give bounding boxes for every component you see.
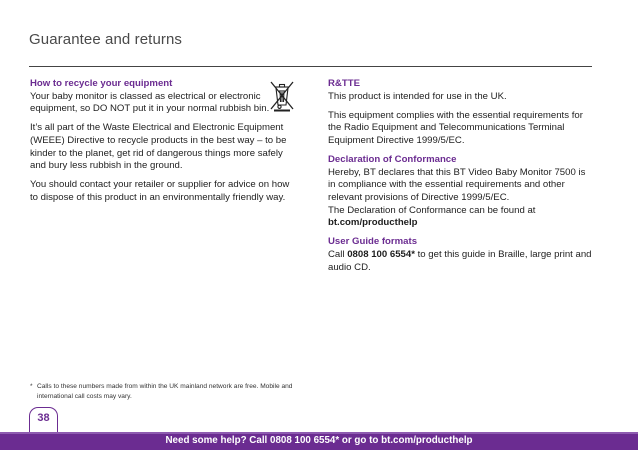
footnote <box>30 382 330 401</box>
recycle-section <box>30 78 292 116</box>
user-guide-call: Call <box>328 248 345 260</box>
declaration-text: Hereby, BT declares that this BT Video Baby Monitor 7500 is in compliance with the essential requirements and other relevant provisions of Directive 1999/5/EC. <box>328 166 586 203</box>
rtte-heading: R&TTE <box>328 78 360 89</box>
page-number: 38 <box>37 412 50 424</box>
footnote-text: Calls to these numbers made from within the UK mainland network are free. Mobile and international call costs may vary. <box>37 383 293 400</box>
rtte-text: This product is intended for use in the UK. <box>328 90 507 102</box>
rtte-compliance: This equipment complies with the essential requirements for the Radio Equipment and Telecommunications Terminal Equipment Directive 1999/5/EC. <box>328 109 583 146</box>
rtte-section <box>328 78 593 103</box>
page-number-tab <box>29 407 58 432</box>
page-title: Guarantee and returns <box>29 31 183 48</box>
user-guide-phone[interactable]: 0808 100 6554* <box>347 248 415 260</box>
user-guide-heading: User Guide formats <box>328 236 418 248</box>
user-guide-section <box>328 236 593 274</box>
recycle-text: Your baby monitor is classed as electrical or electronic equipment, so DO NOT put it in your normal rubbish bin. <box>30 90 270 115</box>
footer-bar-highlight <box>0 432 638 434</box>
recycle-heading: How to recycle your equipment <box>30 78 173 89</box>
footer-help-text: Need some help? Call 0808 100 6554* or go to bt.com/producthelp <box>165 435 473 446</box>
footnote-asterisk: * <box>30 383 33 390</box>
declaration-heading: Declaration of Conformance <box>328 154 457 166</box>
right-column <box>328 78 593 281</box>
left-column <box>30 78 292 211</box>
user-guide-rest: to get this guide in Braille, large print and audio CD. <box>328 248 592 273</box>
declaration-section <box>328 154 593 230</box>
producthelp-link[interactable]: bt.com/producthelp <box>328 217 418 229</box>
title-divider <box>29 66 592 67</box>
weee-paragraph: It’s all part of the Waste Electrical and Electronic Equipment (WEEE) Directive to recycle products in the best way – to be kinder to the planet, get rid of dangerous things more safely and bury less rubbish in the ground. <box>30 122 287 172</box>
advice-paragraph: You should contact your retailer or supplier for advice on how to dispose of this product in an environmentally friendly way. <box>30 179 290 203</box>
crossed-out-wheelie-bin-icon <box>269 80 295 112</box>
declaration-found-at: The Declaration of Conformance can be found at <box>328 204 536 216</box>
